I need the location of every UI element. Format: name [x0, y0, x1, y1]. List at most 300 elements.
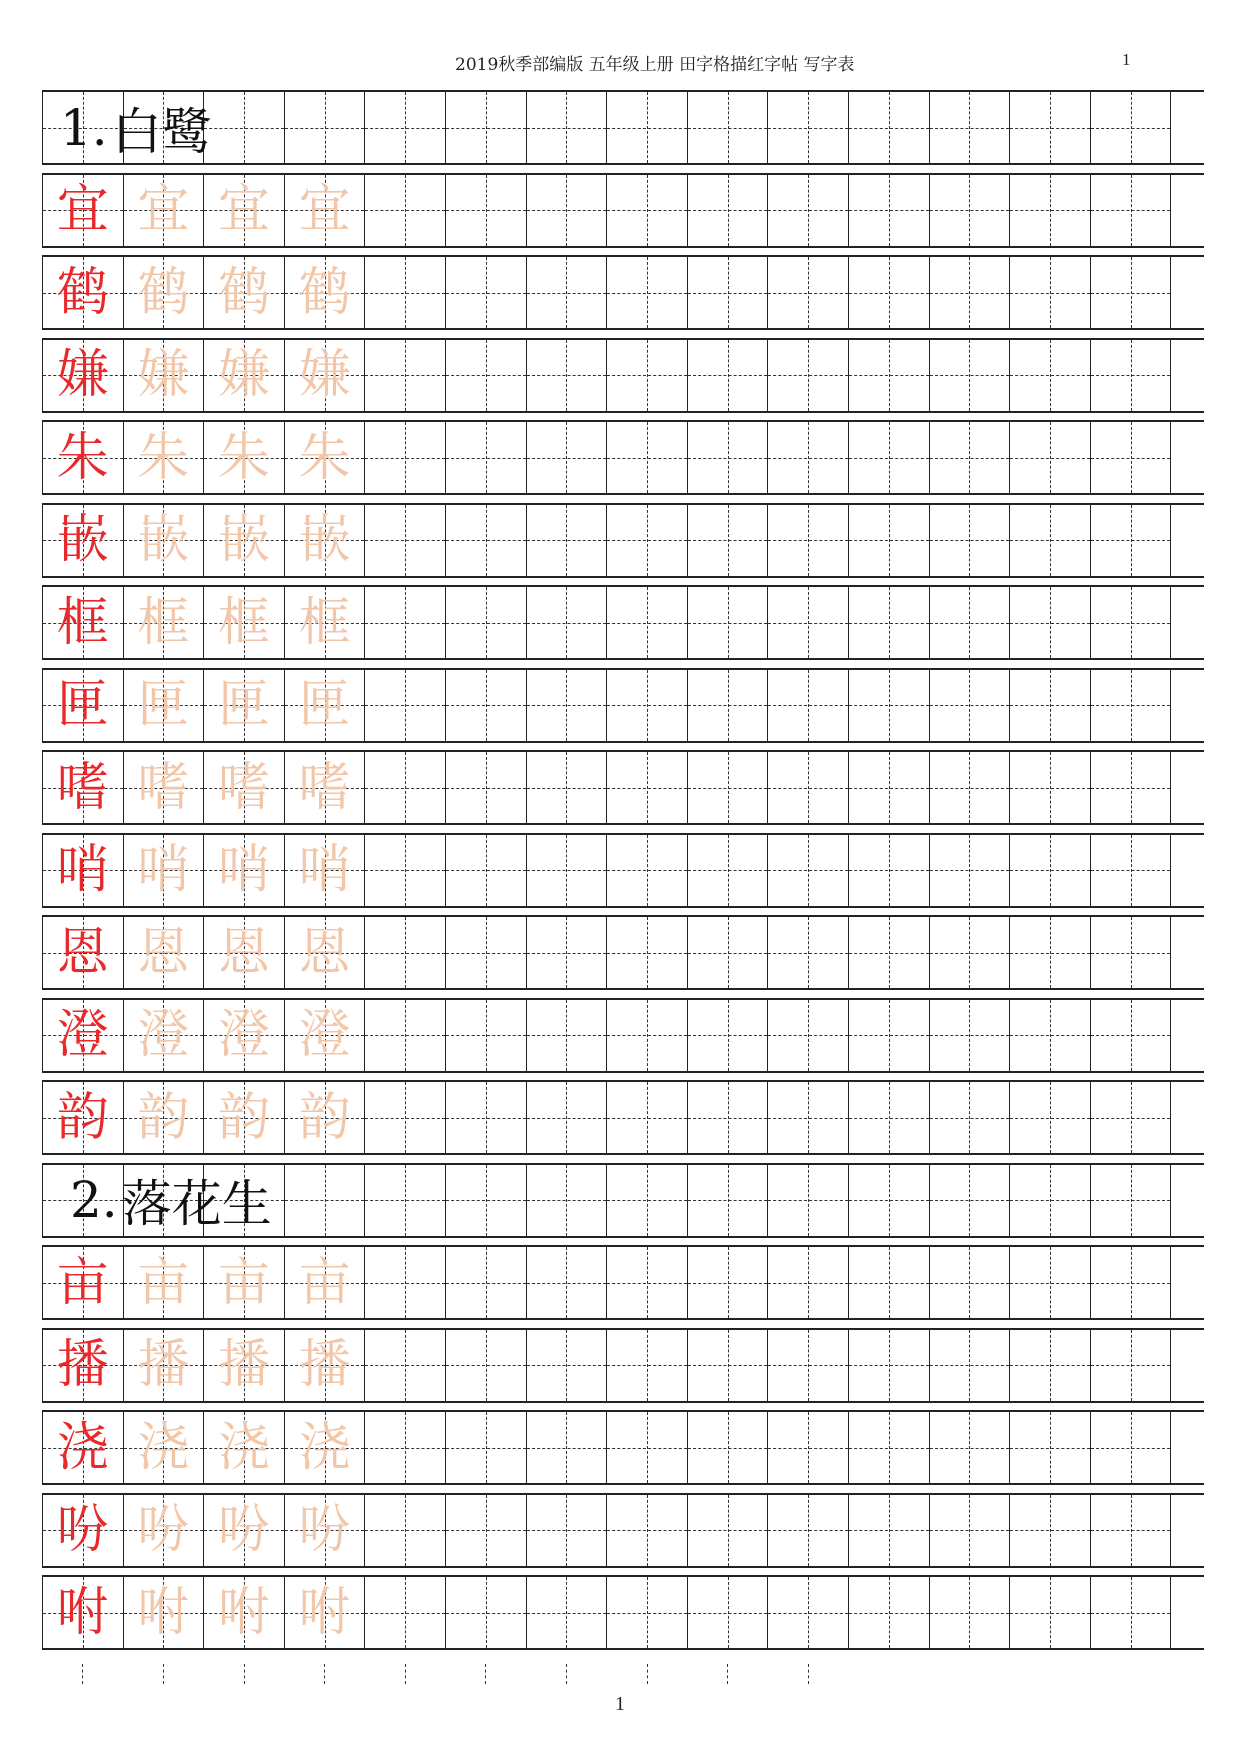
- cell-guide-horizontal: [688, 788, 768, 789]
- blank-practice-cell: [687, 257, 768, 328]
- blank-practice-cell: [445, 587, 526, 658]
- page-header: [0, 50, 1240, 78]
- model-character: 匣: [56, 675, 109, 735]
- cell-guide-horizontal: [607, 128, 687, 129]
- trace-character-cell: [123, 1000, 204, 1071]
- character-practice-row: [42, 915, 1204, 990]
- blank-practice-cell: [767, 1247, 848, 1318]
- trace-character-cell: [284, 340, 365, 411]
- cell-guide-horizontal: [446, 1365, 526, 1366]
- model-character-cell: [42, 670, 123, 741]
- trace-character-cell: [123, 257, 204, 328]
- cell-guide-horizontal: [688, 870, 768, 871]
- model-character: 咐: [56, 1582, 109, 1643]
- blank-practice-cell: [1090, 257, 1171, 328]
- blank-practice-cell: [1170, 1082, 1240, 1153]
- blank-practice-cell: [526, 257, 607, 328]
- blank-practice-cell: [606, 587, 687, 658]
- cell-guide-horizontal: [849, 705, 929, 706]
- trace-character-cell: [284, 1000, 365, 1071]
- blank-practice-cell: [445, 1082, 526, 1153]
- trace-character-cell: [284, 835, 365, 906]
- cell-guide-horizontal: [607, 375, 687, 376]
- guide-dash: [566, 1664, 567, 1684]
- grid-cell: [1170, 1165, 1240, 1236]
- trace-character-cell: [284, 752, 365, 823]
- trace-character-cell: [284, 1577, 365, 1648]
- trace-character: 浇: [298, 1417, 351, 1478]
- cell-guide-horizontal: [607, 1365, 687, 1366]
- cell-guide-horizontal: [1091, 128, 1171, 129]
- cell-guide-horizontal: [1091, 1613, 1171, 1614]
- blank-practice-cell: [687, 1495, 768, 1566]
- cell-guide-horizontal: [688, 458, 768, 459]
- character-practice-row: [42, 750, 1204, 825]
- grid-cell: [526, 1165, 607, 1236]
- cell-guide-horizontal: [285, 1200, 365, 1201]
- trace-character-cell: [203, 1000, 284, 1071]
- trace-character: 韵: [298, 1087, 351, 1148]
- model-character: 亩: [56, 1252, 109, 1313]
- trace-character: 咐: [137, 1582, 190, 1643]
- cell-guide-horizontal: [930, 1200, 1010, 1201]
- blank-practice-cell: [526, 670, 607, 741]
- character-practice-row: [42, 503, 1204, 578]
- cell-guide-horizontal: [930, 1365, 1010, 1366]
- cell-guide-horizontal: [1091, 1035, 1171, 1036]
- cell-guide-horizontal: [446, 210, 526, 211]
- cell-guide-horizontal: [446, 1200, 526, 1201]
- cell-guide-horizontal: [527, 788, 607, 789]
- cell-guide-horizontal: [768, 1200, 848, 1201]
- blank-practice-cell: [848, 1000, 929, 1071]
- trace-character-cell: [203, 257, 284, 328]
- blank-practice-cell: [364, 505, 445, 576]
- cell-guide-horizontal: [1010, 705, 1090, 706]
- character-practice-row: [42, 1080, 1204, 1155]
- blank-practice-cell: [848, 505, 929, 576]
- blank-practice-cell: [848, 1247, 929, 1318]
- cell-guide-horizontal: [849, 293, 929, 294]
- blank-practice-cell: [848, 587, 929, 658]
- cell-guide-horizontal: [365, 458, 445, 459]
- blank-practice-cell: [1090, 835, 1171, 906]
- model-character-cell: [42, 587, 123, 658]
- trace-character-cell: [203, 1247, 284, 1318]
- character-practice-row: [42, 1328, 1204, 1403]
- blank-practice-cell: [1009, 505, 1090, 576]
- model-character-cell: [42, 1000, 123, 1071]
- cell-guide-horizontal: [688, 375, 768, 376]
- trace-character: 澄: [217, 1005, 270, 1065]
- cell-guide-horizontal: [446, 1035, 526, 1036]
- cell-guide-horizontal: [446, 128, 526, 129]
- cell-guide-horizontal: [768, 375, 848, 376]
- cell-guide-horizontal: [768, 1613, 848, 1614]
- trace-character: 浇: [137, 1417, 190, 1478]
- blank-practice-cell: [767, 1577, 848, 1648]
- cell-guide-horizontal: [607, 705, 687, 706]
- cell-guide-horizontal: [446, 375, 526, 376]
- blank-practice-cell: [445, 175, 526, 246]
- blank-practice-cell: [687, 1000, 768, 1071]
- cell-guide-horizontal: [607, 1530, 687, 1531]
- blank-practice-cell: [848, 175, 929, 246]
- blank-practice-cell: [687, 1577, 768, 1648]
- cell-guide-horizontal: [688, 293, 768, 294]
- trace-character: 吩: [298, 1500, 351, 1560]
- cell-guide-horizontal: [930, 210, 1010, 211]
- grid-cell: [364, 1165, 445, 1236]
- cell-guide-horizontal: [365, 1613, 445, 1614]
- cell-guide-horizontal: [527, 1448, 607, 1449]
- cell-guide-horizontal: [365, 1530, 445, 1531]
- cell-guide-horizontal: [527, 1283, 607, 1284]
- trace-character: 恩: [298, 922, 351, 983]
- trace-character: 亩: [298, 1252, 351, 1313]
- trace-character: 鹤: [298, 262, 351, 323]
- cell-guide-horizontal: [1010, 1118, 1090, 1119]
- cell-guide-horizontal: [527, 870, 607, 871]
- cell-guide-horizontal: [607, 210, 687, 211]
- blank-practice-cell: [445, 257, 526, 328]
- cell-guide-horizontal: [1010, 1365, 1090, 1366]
- cell-guide-horizontal: [446, 1118, 526, 1119]
- cell-guide-horizontal: [365, 1283, 445, 1284]
- blank-practice-cell: [445, 835, 526, 906]
- blank-practice-cell: [1090, 752, 1171, 823]
- trace-character-cell: [123, 1082, 204, 1153]
- model-character: 播: [56, 1335, 109, 1395]
- blank-practice-cell: [929, 422, 1010, 493]
- blank-practice-cell: [929, 1247, 1010, 1318]
- blank-practice-cell: [606, 1412, 687, 1483]
- cell-guide-horizontal: [768, 210, 848, 211]
- blank-practice-cell: [526, 175, 607, 246]
- blank-practice-cell: [364, 340, 445, 411]
- trace-character-cell: [203, 587, 284, 658]
- model-character-cell: [42, 835, 123, 906]
- trace-character-cell: [123, 752, 204, 823]
- cell-guide-horizontal: [930, 128, 1010, 129]
- trace-character: 鹤: [137, 262, 190, 323]
- cell-guide-horizontal: [607, 623, 687, 624]
- blank-practice-cell: [1090, 175, 1171, 246]
- blank-practice-cell: [526, 752, 607, 823]
- grid-cell: [203, 92, 284, 163]
- blank-practice-cell: [526, 587, 607, 658]
- cell-guide-horizontal: [768, 705, 848, 706]
- cell-guide-horizontal: [768, 458, 848, 459]
- blank-practice-cell: [687, 752, 768, 823]
- cell-guide-horizontal: [768, 1365, 848, 1366]
- trace-character-cell: [123, 835, 204, 906]
- blank-practice-cell: [1009, 1330, 1090, 1401]
- blank-practice-cell: [364, 1000, 445, 1071]
- cell-guide-horizontal: [688, 953, 768, 954]
- trace-character: 嵌: [137, 510, 190, 570]
- section-number: 2.: [70, 1171, 118, 1229]
- cell-guide-horizontal: [1091, 1448, 1171, 1449]
- blank-practice-cell: [606, 257, 687, 328]
- cell-guide-horizontal: [768, 623, 848, 624]
- cell-guide-horizontal: [768, 1118, 848, 1119]
- trace-character: 播: [137, 1335, 190, 1395]
- section-title-row: [42, 1163, 1204, 1238]
- model-character-cell: [42, 422, 123, 493]
- blank-practice-cell: [364, 257, 445, 328]
- cell-guide-horizontal: [930, 623, 1010, 624]
- cell-guide-horizontal: [688, 1448, 768, 1449]
- cell-guide-horizontal: [849, 1118, 929, 1119]
- cell-guide-horizontal: [446, 870, 526, 871]
- model-character: 嵌: [56, 510, 109, 570]
- cell-guide-horizontal: [930, 1448, 1010, 1449]
- cell-guide-horizontal: [1010, 1448, 1090, 1449]
- trace-character: 鹤: [217, 262, 270, 323]
- trace-character: 韵: [217, 1087, 270, 1148]
- model-character-cell: [42, 1577, 123, 1648]
- cell-guide-horizontal: [1010, 128, 1090, 129]
- cell-guide-horizontal: [1091, 623, 1171, 624]
- cell-guide-horizontal: [1010, 293, 1090, 294]
- guide-dash: [808, 1664, 809, 1684]
- cell-guide-horizontal: [849, 1365, 929, 1366]
- grid-cell: [687, 1165, 768, 1236]
- blank-practice-cell: [1009, 917, 1090, 988]
- blank-practice-cell: [1170, 1247, 1240, 1318]
- trace-character-cell: [284, 1412, 365, 1483]
- blank-practice-cell: [687, 835, 768, 906]
- trace-character-cell: [203, 670, 284, 741]
- section-title-row: [42, 90, 1204, 165]
- cell-guide-horizontal: [1091, 1118, 1171, 1119]
- trace-character-cell: [203, 1495, 284, 1566]
- blank-practice-cell: [848, 1412, 929, 1483]
- blank-practice-cell: [526, 505, 607, 576]
- trace-character-cell: [203, 1577, 284, 1648]
- cell-guide-horizontal: [1091, 1365, 1171, 1366]
- blank-practice-cell: [606, 917, 687, 988]
- cell-guide-horizontal: [849, 788, 929, 789]
- model-character-cell: [42, 1495, 123, 1566]
- cell-guide-horizontal: [365, 375, 445, 376]
- cell-guide-horizontal: [446, 705, 526, 706]
- trace-character-cell: [284, 1330, 365, 1401]
- trace-character-cell: [284, 505, 365, 576]
- blank-practice-cell: [687, 422, 768, 493]
- cell-guide-horizontal: [607, 953, 687, 954]
- trace-character: 播: [217, 1335, 270, 1395]
- blank-practice-cell: [526, 1495, 607, 1566]
- blank-practice-cell: [1170, 175, 1240, 246]
- trace-character: 澄: [298, 1005, 351, 1065]
- cell-guide-horizontal: [768, 293, 848, 294]
- model-character: 框: [56, 592, 109, 653]
- blank-practice-cell: [767, 1495, 848, 1566]
- blank-practice-cell: [767, 422, 848, 493]
- trace-character: 恩: [137, 922, 190, 983]
- blank-practice-cell: [1170, 257, 1240, 328]
- guide-dash: [324, 1664, 325, 1684]
- grid-cell: [929, 92, 1010, 163]
- cell-guide-horizontal: [607, 788, 687, 789]
- grid-cell: [848, 92, 929, 163]
- cell-guide-horizontal: [446, 293, 526, 294]
- model-character-cell: [42, 917, 123, 988]
- character-practice-row: [42, 833, 1204, 908]
- trace-character-cell: [284, 422, 365, 493]
- cell-guide-horizontal: [365, 1365, 445, 1366]
- blank-practice-cell: [848, 917, 929, 988]
- model-character: 宜: [56, 180, 109, 240]
- blank-practice-cell: [1170, 1000, 1240, 1071]
- cell-guide-horizontal: [527, 210, 607, 211]
- blank-practice-cell: [364, 752, 445, 823]
- guide-dash: [727, 1664, 728, 1684]
- blank-practice-cell: [1009, 1495, 1090, 1566]
- blank-practice-cell: [364, 1247, 445, 1318]
- blank-practice-cell: [767, 1330, 848, 1401]
- cell-guide-horizontal: [1010, 788, 1090, 789]
- cell-guide-horizontal: [849, 210, 929, 211]
- grid-cell: [687, 92, 768, 163]
- blank-practice-cell: [687, 1330, 768, 1401]
- cell-guide-horizontal: [446, 540, 526, 541]
- grid-cell: [848, 1165, 929, 1236]
- blank-practice-cell: [1170, 752, 1240, 823]
- blank-practice-cell: [1170, 587, 1240, 658]
- blank-practice-cell: [1170, 422, 1240, 493]
- guide-dash: [82, 1664, 83, 1684]
- cell-guide-horizontal: [365, 293, 445, 294]
- blank-practice-cell: [445, 670, 526, 741]
- cell-guide-horizontal: [688, 1283, 768, 1284]
- blank-practice-cell: [767, 752, 848, 823]
- blank-practice-cell: [687, 1412, 768, 1483]
- cell-guide-horizontal: [849, 1283, 929, 1284]
- cell-guide-horizontal: [1091, 540, 1171, 541]
- blank-practice-cell: [1090, 340, 1171, 411]
- blank-practice-cell: [1009, 587, 1090, 658]
- blank-practice-cell: [1170, 1412, 1240, 1483]
- guide-dash: [163, 1664, 164, 1684]
- blank-practice-cell: [848, 422, 929, 493]
- trace-character: 匣: [217, 675, 270, 735]
- model-character: 澄: [56, 1005, 109, 1065]
- cell-guide-horizontal: [1010, 953, 1090, 954]
- bottom-guide-dashes: [42, 1664, 1204, 1684]
- cell-guide-horizontal: [1010, 210, 1090, 211]
- trace-character: 恩: [217, 922, 270, 983]
- trace-character: 浇: [217, 1417, 270, 1478]
- cell-guide-horizontal: [930, 1530, 1010, 1531]
- blank-practice-cell: [767, 340, 848, 411]
- cell-guide-horizontal: [688, 128, 768, 129]
- character-practice-row: [42, 1245, 1204, 1320]
- trace-character: 嗜: [137, 757, 190, 818]
- blank-practice-cell: [929, 670, 1010, 741]
- grid-cell: [1009, 1165, 1090, 1236]
- blank-practice-cell: [929, 1495, 1010, 1566]
- grid-cell: [606, 1165, 687, 1236]
- model-character: 恩: [56, 922, 109, 983]
- cell-guide-horizontal: [688, 540, 768, 541]
- guide-dash: [405, 1664, 406, 1684]
- trace-character: 澄: [137, 1005, 190, 1065]
- trace-character-cell: [123, 1247, 204, 1318]
- character-practice-row: [42, 998, 1204, 1073]
- trace-character-cell: [203, 175, 284, 246]
- cell-guide-horizontal: [688, 1118, 768, 1119]
- cell-guide-horizontal: [607, 458, 687, 459]
- cell-guide-horizontal: [1091, 210, 1171, 211]
- blank-practice-cell: [929, 1412, 1010, 1483]
- blank-practice-cell: [929, 175, 1010, 246]
- blank-practice-cell: [364, 670, 445, 741]
- blank-practice-cell: [1090, 422, 1171, 493]
- cell-guide-horizontal: [1091, 870, 1171, 871]
- trace-character-cell: [203, 505, 284, 576]
- trace-character: 宜: [217, 180, 270, 240]
- blank-practice-cell: [767, 175, 848, 246]
- cell-guide-horizontal: [1091, 375, 1171, 376]
- cell-guide-horizontal: [1010, 1035, 1090, 1036]
- blank-practice-cell: [364, 587, 445, 658]
- blank-practice-cell: [364, 1577, 445, 1648]
- cell-guide-horizontal: [1091, 1530, 1171, 1531]
- header-title: 2019秋季部编版 五年级上册 田字格描红字帖 写字表: [455, 55, 855, 75]
- trace-character: 吩: [217, 1500, 270, 1560]
- cell-guide-horizontal: [1091, 293, 1171, 294]
- trace-character-cell: [123, 422, 204, 493]
- trace-character-cell: [203, 835, 284, 906]
- trace-character-cell: [203, 1330, 284, 1401]
- blank-practice-cell: [767, 257, 848, 328]
- blank-practice-cell: [526, 422, 607, 493]
- grid-cell: [364, 92, 445, 163]
- model-character: 哨: [56, 840, 109, 900]
- trace-character-cell: [284, 670, 365, 741]
- blank-practice-cell: [1009, 670, 1090, 741]
- grid-cell: [767, 1165, 848, 1236]
- cell-guide-horizontal: [930, 870, 1010, 871]
- grid-cell: [606, 92, 687, 163]
- character-practice-row: [42, 668, 1204, 743]
- model-character: 韵: [56, 1087, 109, 1148]
- blank-practice-cell: [364, 1412, 445, 1483]
- trace-character-cell: [284, 175, 365, 246]
- blank-practice-cell: [445, 917, 526, 988]
- cell-guide-horizontal: [768, 128, 848, 129]
- cell-guide-horizontal: [365, 870, 445, 871]
- cell-guide-horizontal: [849, 1035, 929, 1036]
- cell-guide-horizontal: [527, 953, 607, 954]
- blank-practice-cell: [848, 752, 929, 823]
- character-practice-row: [42, 1410, 1204, 1485]
- trace-character-cell: [284, 1495, 365, 1566]
- cell-guide-horizontal: [688, 210, 768, 211]
- blank-practice-cell: [848, 835, 929, 906]
- blank-practice-cell: [1009, 1247, 1090, 1318]
- blank-practice-cell: [929, 257, 1010, 328]
- guide-dash: [244, 1664, 245, 1684]
- cell-guide-horizontal: [688, 1035, 768, 1036]
- blank-practice-cell: [1009, 752, 1090, 823]
- blank-practice-cell: [1009, 175, 1090, 246]
- grid-cell: [1090, 92, 1171, 163]
- trace-character: 框: [298, 592, 351, 653]
